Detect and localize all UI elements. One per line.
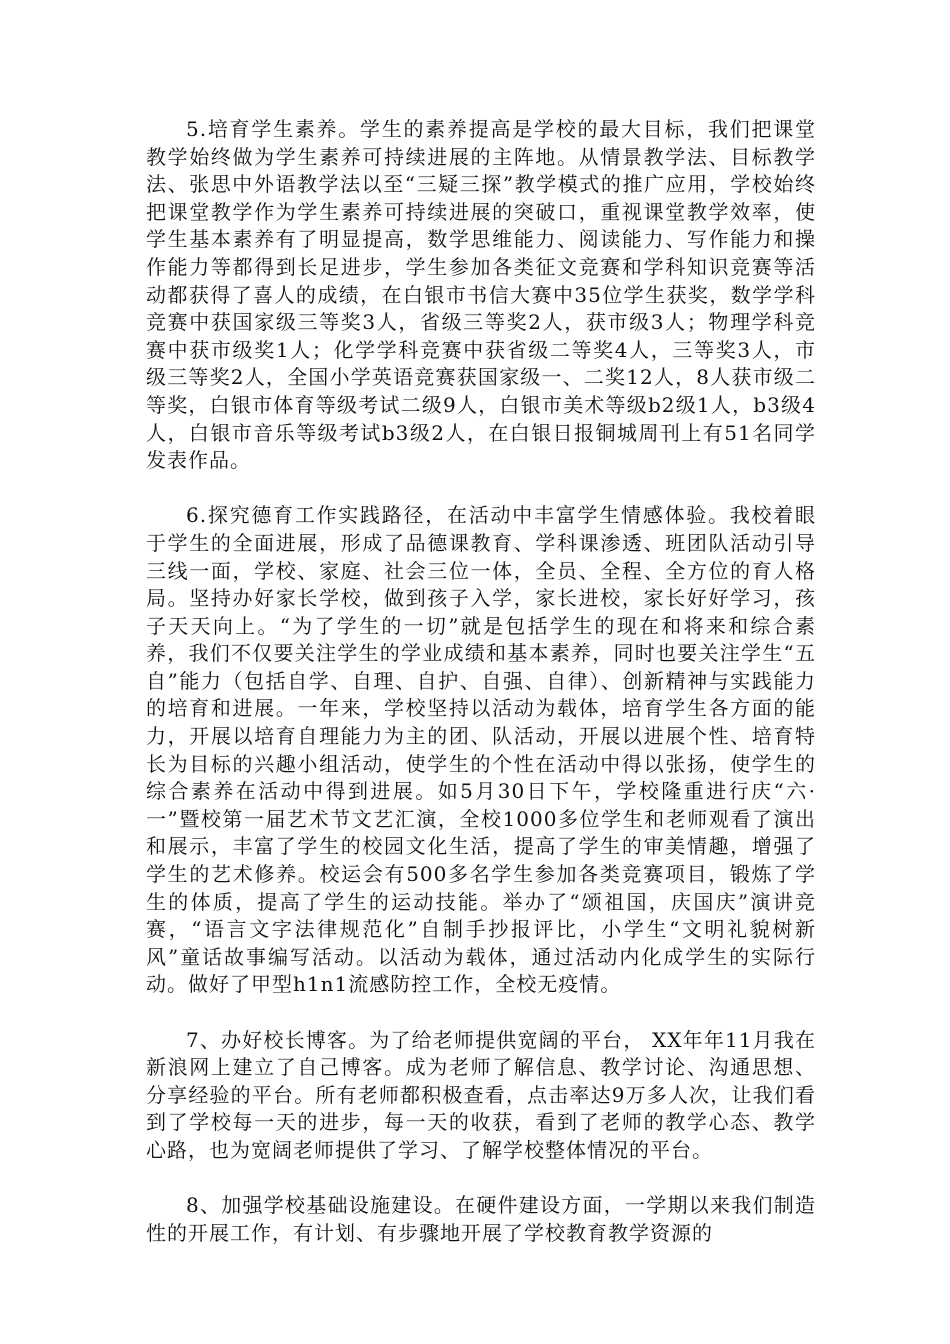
paragraph-5-cultivate-student-literacy: 5.培育学生素养。学生的素养提高是学校的最大目标，我们把课堂教学始终做为学生素养可持续进展的主阵地。从情景教学法、目标教学法、张思中外语教学法以至“三疑三探”教学模式的推广应用，学校始终把课堂教学作为学生素养可持续进展的突破口，重视课堂教学效率，使学生基本素养有了明显提高，数学思维能力、阅读能力、写作能力和操作能力等都得到长足进步，学生参加各类征文竞赛和学科知识竞赛等活动都获得了喜人的成绩，在白银市书信大赛中35位学生获奖，数学学科竞赛中获国家级三等奖3人，省级三等奖2人，获市级3人；物理学科竞赛中获市级奖1人；化学学科竞赛中获省级二等奖4人，三等奖3人，市级三等奖2人，全国小学英语竞赛获国家级一、二奖12人，8人获市级二等奖，白银市体育等级考试二级9人，白银市美术等级b2级1人，b3级4人，白银市音乐等级考试b3级2人，在白银日报铜城周刊上有51名同学发表作品。 bbox=[146, 117, 816, 473]
paragraph-7-principal-blog: 7、办好校长博客。为了给老师提供宽阔的平台， XX年年11月我在新浪网上建立了自己博客。成为老师了解信息、教学讨论、沟通思想、分享经验的平台。所有老师都积极查看，点击率达9万多人次，让我们看到了学校每一天的进步，每一天的收获，看到了老师的教学心态、教学心路，也为宽阔老师提供了学习、了解学校整体情况的平台。 bbox=[146, 1027, 816, 1162]
paragraph-6-moral-education-practice: 6.探究德育工作实践路径，在活动中丰富学生情感体验。我校着眼于学生的全面进展，形成了品德课教育、学科课渗透、班团队活动引导三线一面，学校、家庭、社会三位一体，全员、全程、全方位的育人格局。坚持办好家长学校，做到孩子入学，家长进校，家长好好学习，孩子天天向上。“为了学生的一切”就是包括学生的现在和将来和综合素养，我们不仅要关注学生的学业成绩和基本素养，同时也要关注学生“五自”能力（包括自学、自理、自护、自强、自律）、创新精神与实践能力的培育和进展。一年来，学校坚持以活动为载体，培育学生各方面的能力，开展以培育自理能力为主的团、队活动，开展以进展个性、培育特长为目标的兴趣小组活动，使学生的个性在活动中得以张扬，使学生的综合素养在活动中得到进展。如5月30日下午，学校隆重进行庆“六·一”暨校第一届艺术节文艺汇演，全校1000多位学生和老师观看了演出和展示，丰富了学生的校园文化生活，提高了学生的审美情趣，增强了学生的艺术修养。校运会有500多名学生参加各类竞赛项目，锻炼了学生的体质，提高了学生的运动技能。举办了“颂祖国，庆国庆”演讲竞赛，“语言文字法律规范化”自制手抄报评比，小学生“文明礼貌树新风”童话故事编写活动。以活动为载体，通过活动内化成学生的实际行动。做好了甲型h1n1流感防控工作，全校无疫情。 bbox=[146, 503, 816, 997]
paragraph-8-infrastructure: 8、加强学校基础设施建设。在硬件建设方面，一学期以来我们制造性的开展工作，有计划、有步骤地开展了学校教育教学资源的 bbox=[146, 1193, 816, 1245]
document-body bbox=[146, 116, 816, 1275]
